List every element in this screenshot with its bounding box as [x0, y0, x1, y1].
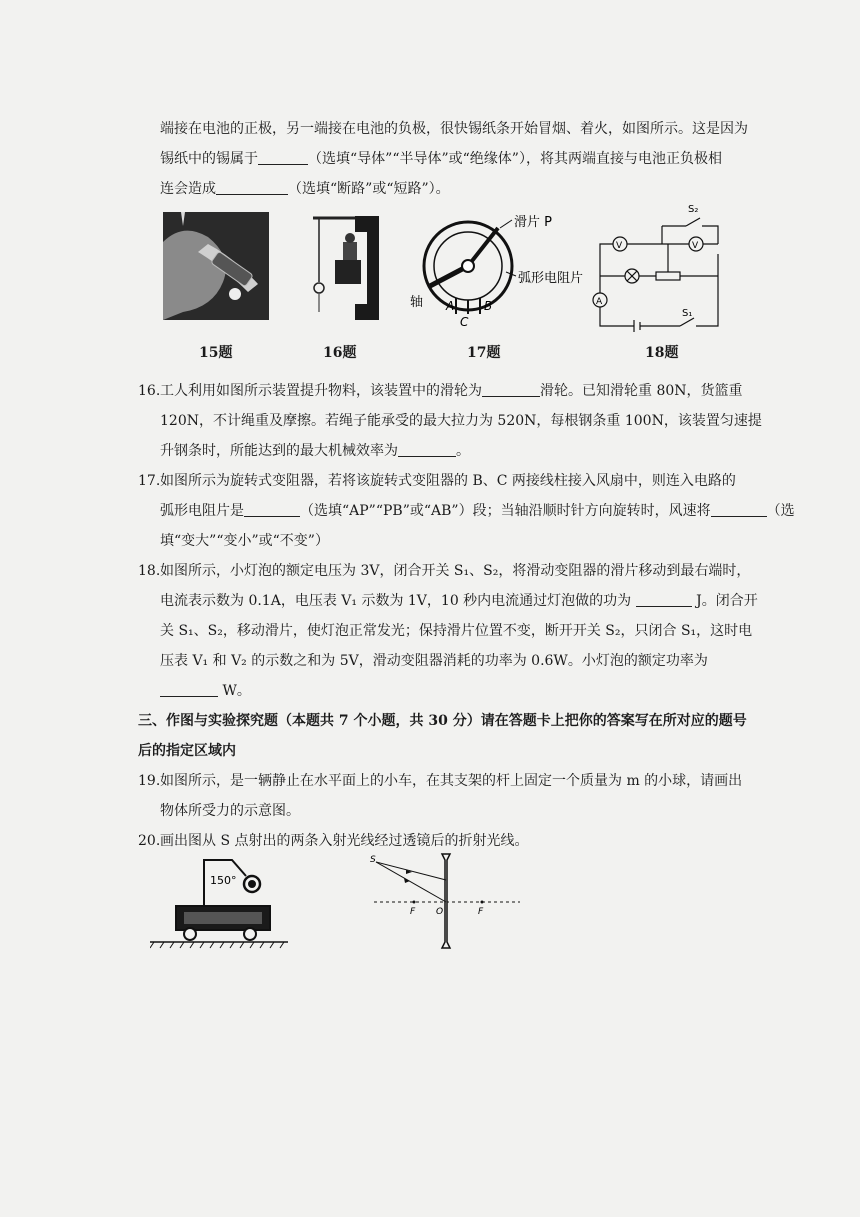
q15-blank-1[interactable] [258, 150, 308, 165]
label-f-left: F [410, 907, 416, 917]
question-20: 20. 画出图从 S 点射出的两条入射光线经过透镜后的折射光线。 [138, 833, 529, 849]
figure-20-lens [370, 850, 530, 950]
figure-17-rotary-resistor [408, 210, 588, 330]
label-c: C [460, 315, 469, 329]
label-s2: S₂ [688, 204, 699, 215]
q16-blank-2[interactable] [398, 442, 456, 457]
q17-blank-1[interactable] [244, 502, 300, 517]
question-19: 19. 如图所示，是一辆静止在水平面上的小车，在其支架的杆上固定一个质量为 m 的小球，请画出 物体所受力的示意图。 [138, 773, 743, 819]
label-s1: S₁ [682, 308, 693, 319]
label-ammeter: A [596, 297, 603, 307]
q16-blank-1[interactable] [482, 382, 540, 397]
figure-18-circuit [590, 200, 730, 332]
label-v1: V [616, 241, 623, 251]
label-arc-resistor: 弧形电阻片 [518, 271, 584, 286]
label-b: B [484, 299, 493, 313]
label-o: O [436, 907, 444, 917]
figure-16-pulley [305, 212, 383, 324]
q18-blank-1[interactable] [636, 592, 692, 607]
figure-16-caption: 16题 [323, 345, 357, 361]
question-18: 18. 如图所示，小灯泡的额定电压为 3V，闭合开关 S₁、S₂，将滑动变阻器的滑片移动到最右端时， 电流表示数为 0.1A，电压表 V₁ 示数为 1V，10 秒内电流通过灯泡做的功为 J。闭合开 关 S₁、S₂，移动滑片，使灯泡正常发光；保持滑片位置不变，断开开关 S₂，只闭合 S₁，这时电 压表 V₁ 和 V₂ 的示数之和为 5V，滑动变阻器消耗的功率为 0.6W。小灯泡的额定功率为 W。 [138, 563, 758, 699]
section-3-heading: 三、作图与实验探究题（本题共 7 个小题，共 30 分）请在答题卡上把你的答案写在所对应的题号 后的指定区域内 [138, 713, 747, 759]
label-a: A [446, 299, 455, 313]
q17-blank-2[interactable] [711, 502, 767, 517]
figure-17-caption: 17题 [467, 345, 501, 361]
question-17: 17. 如图所示为旋转式变阻器，若将该旋转式变阻器的 B、C 两接线柱接入风扇中，则连入电路的 弧形电阻片是 （选填“AP”“PB”或“AB”）段；当轴沿顺时针方向旋转时，风速将 （选 填“变大”“变小”或“不变”） [138, 473, 795, 549]
label-shaft: 轴 [410, 295, 424, 310]
figure-19-cart [150, 850, 290, 950]
q15-text-line1: 端接在电池的正极，另一端接在电池的负极，很快锡纸条开始冒烟、着火，如图所示。这是因为 [160, 121, 748, 137]
figure-15-caption: 15题 [199, 345, 233, 361]
q18-blank-2[interactable] [160, 682, 218, 697]
label-f-right: F [478, 907, 484, 917]
label-v2: V [692, 241, 699, 251]
figure-15-photo [163, 212, 269, 320]
figure-18-caption: 18题 [645, 345, 679, 361]
question-16: 16. 工人利用如图所示装置提升物料，该装置中的滑轮为 滑轮。已知滑轮重 80N，货篮重 120N，不计绳重及摩擦。若绳子能承受的最大拉力为 520N，每根钢条重 100N，该装置匀速提 升钢条时，所能达到的最大机械效率为 。 [138, 383, 762, 459]
q15-text-line3: 连会造成 （选填“断路”或“短路”）。 [160, 181, 450, 197]
label-s: S [370, 855, 376, 865]
label-angle-150: 150° [210, 874, 237, 887]
q15-text-line2: 锡纸中的锡属于 （选填“导体”“半导体”或“绝缘体”），将其两端直接与电池正负极相 [160, 151, 722, 167]
q15-blank-2[interactable] [216, 180, 288, 195]
label-slider-p: 滑片 P [514, 215, 552, 230]
